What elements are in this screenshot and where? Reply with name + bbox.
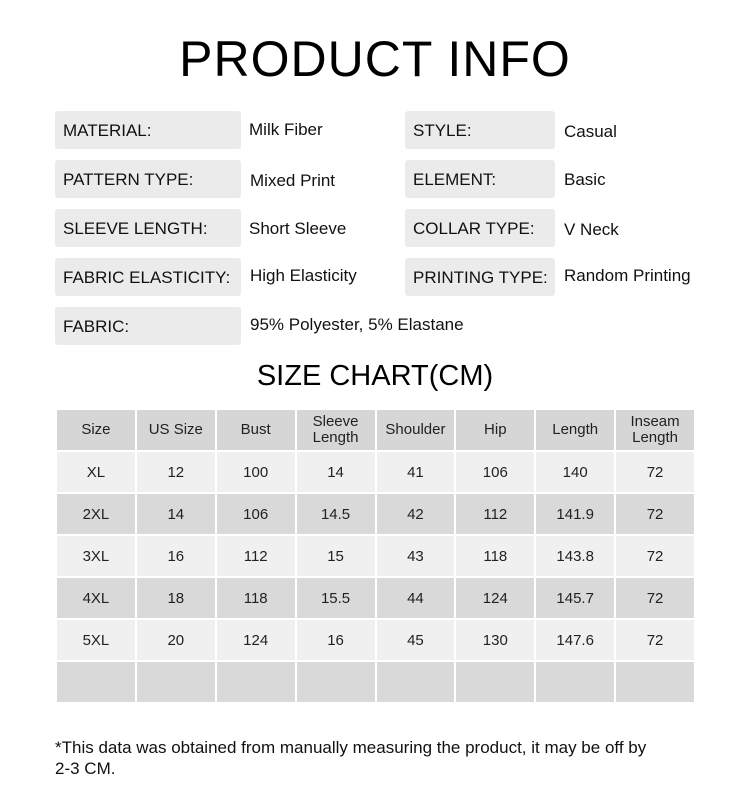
size-chart-title: SIZE CHART(CM): [256, 360, 494, 392]
size-chart-table: [55, 408, 696, 704]
table-cell: 124: [216, 619, 296, 661]
table-cell: 112: [216, 535, 296, 577]
table-row: [56, 493, 695, 535]
fabric-elasticity-value: High Elasticity: [250, 266, 357, 285]
table-row: [56, 535, 695, 577]
fabric-elasticity-label: FABRIC ELASTICITY:: [55, 258, 241, 296]
table-cell: XL: [56, 451, 136, 493]
printing-type-value: Random Printing: [564, 266, 691, 285]
fabric-label: FABRIC:: [55, 307, 241, 345]
fabric-value: 95% Polyester, 5% Elastane: [250, 315, 464, 334]
element-value: Basic: [564, 170, 606, 189]
table-cell: 16: [296, 619, 376, 661]
table-cell: 106: [455, 451, 535, 493]
header-hip: Hip: [455, 409, 535, 451]
table-cell: 14: [136, 493, 216, 535]
pattern-type-value: Mixed Print: [250, 171, 336, 190]
table-cell: 124: [455, 577, 535, 619]
sleeve-length-value: Short Sleeve: [249, 219, 347, 238]
table-cell: 12: [136, 451, 216, 493]
table-cell: 72: [615, 619, 695, 661]
table-cell: 72: [615, 493, 695, 535]
table-cell: 147.6: [535, 619, 615, 661]
table-cell: [296, 661, 376, 703]
table-cell: 72: [615, 451, 695, 493]
table-cell: [216, 661, 296, 703]
material-label: MATERIAL:: [55, 111, 241, 149]
table-cell: 141.9: [535, 493, 615, 535]
table-cell: [615, 661, 695, 703]
table-cell: 118: [455, 535, 535, 577]
table-cell: 4XL: [56, 577, 136, 619]
table-cell: 15: [296, 535, 376, 577]
table-cell: 18: [136, 577, 216, 619]
table-cell: 16: [136, 535, 216, 577]
table-cell: 14.5: [296, 493, 376, 535]
header-inseam-length: Inseam Length: [615, 409, 695, 451]
table-cell: 100: [216, 451, 296, 493]
table-cell: 5XL: [56, 619, 136, 661]
header-length: Length: [535, 409, 615, 451]
table-cell: 72: [615, 535, 695, 577]
style-value: Casual: [564, 122, 617, 141]
table-cell: 130: [455, 619, 535, 661]
table-cell: 106: [216, 493, 296, 535]
table-row: [56, 577, 695, 619]
element-label: ELEMENT:: [405, 160, 555, 198]
style-label: STYLE:: [405, 111, 555, 149]
table-cell: 44: [376, 577, 456, 619]
size-chart-header-row: [56, 409, 695, 451]
material-value: Milk Fiber: [249, 120, 323, 139]
header-size: Size: [56, 409, 136, 451]
table-cell: 42: [376, 493, 456, 535]
sleeve-length-label: SLEEVE LENGTH:: [55, 209, 241, 247]
header-us-size: US Size: [136, 409, 216, 451]
table-cell: 143.8: [535, 535, 615, 577]
table-cell: [136, 661, 216, 703]
table-cell: 15.5: [296, 577, 376, 619]
table-cell: 140: [535, 451, 615, 493]
collar-type-value: V Neck: [564, 220, 619, 239]
table-cell: 3XL: [56, 535, 136, 577]
header-bust: Bust: [216, 409, 296, 451]
table-cell: 118: [216, 577, 296, 619]
table-cell: 112: [455, 493, 535, 535]
table-cell: 145.7: [535, 577, 615, 619]
measurement-note: *This data was obtained from manually measuring the product, it may be off by 2-3 CM.: [55, 738, 647, 778]
table-cell: 14: [296, 451, 376, 493]
collar-type-label: COLLAR TYPE:: [405, 209, 555, 247]
table-cell: 2XL: [56, 493, 136, 535]
table-cell: 45: [376, 619, 456, 661]
table-row: [56, 451, 695, 493]
page-title: PRODUCT INFO: [179, 31, 571, 87]
table-cell: 20: [136, 619, 216, 661]
table-cell: [376, 661, 456, 703]
table-cell: [56, 661, 136, 703]
pattern-type-label: PATTERN TYPE:: [55, 160, 241, 198]
header-sleeve-length: Sleeve Length: [296, 409, 376, 451]
table-cell: [455, 661, 535, 703]
table-row: [56, 619, 695, 661]
header-shoulder: Shoulder: [376, 409, 456, 451]
table-cell: 41: [376, 451, 456, 493]
table-row: [56, 661, 695, 703]
table-cell: [535, 661, 615, 703]
printing-type-label: PRINTING TYPE:: [405, 258, 555, 296]
table-cell: 43: [376, 535, 456, 577]
table-cell: 72: [615, 577, 695, 619]
